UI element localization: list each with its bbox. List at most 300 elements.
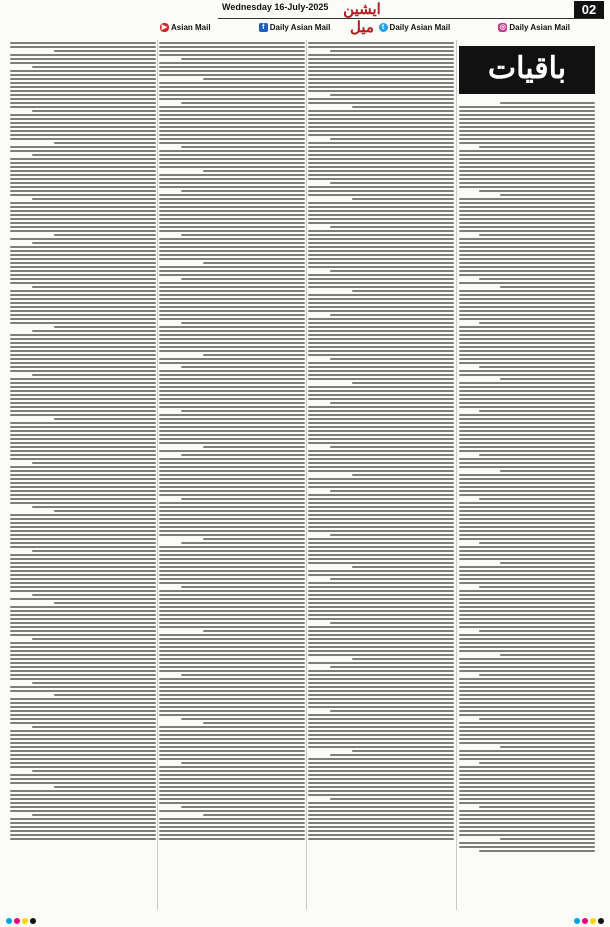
text-line [308, 214, 454, 216]
text-line [308, 506, 454, 508]
text-line [308, 682, 454, 684]
text-line [479, 674, 595, 676]
text-line [308, 790, 454, 792]
text-line [459, 538, 595, 540]
text-line [330, 754, 454, 756]
text-line [308, 54, 454, 56]
text-line [459, 170, 595, 172]
text-line [308, 362, 454, 364]
text-line [10, 778, 156, 780]
text-line [308, 266, 454, 268]
text-line [459, 134, 595, 136]
text-line [10, 578, 156, 580]
text-line [10, 426, 156, 428]
text-line [159, 214, 305, 216]
text-line [10, 674, 156, 676]
text-line [308, 242, 454, 244]
text-line [459, 306, 595, 308]
text-line [459, 546, 595, 548]
text-line [10, 406, 156, 408]
text-line [159, 822, 305, 824]
text-line [10, 838, 156, 840]
text-line [308, 810, 454, 812]
text-line [459, 574, 595, 576]
text-line [10, 562, 156, 564]
text-line [308, 234, 454, 236]
text-line [459, 250, 595, 252]
registration-dot [598, 918, 604, 924]
text-line [159, 46, 305, 48]
text-line [10, 306, 156, 308]
text-line [308, 538, 454, 540]
text-line [459, 210, 595, 212]
column-divider [157, 40, 158, 910]
text-line [10, 642, 156, 644]
text-line [54, 50, 156, 52]
text-line [10, 750, 156, 752]
text-line [10, 62, 156, 64]
text-line [459, 434, 595, 436]
text-line [459, 230, 595, 232]
social-links [160, 20, 570, 34]
text-line [10, 266, 156, 268]
text-line [159, 434, 305, 436]
social-link-instagram[interactable] [498, 20, 570, 34]
article-column-1 [459, 100, 595, 910]
text-line [459, 214, 595, 216]
text-line [10, 158, 156, 160]
text-line [159, 686, 305, 688]
text-line [159, 734, 305, 736]
text-line [308, 650, 454, 652]
text-line [459, 362, 595, 364]
text-line [10, 146, 156, 148]
text-line [159, 690, 305, 692]
text-line [10, 710, 156, 712]
text-line [308, 130, 454, 132]
text-line [308, 702, 454, 704]
text-line [459, 730, 595, 732]
text-line [459, 678, 595, 680]
text-line [308, 730, 454, 732]
text-line [159, 782, 305, 784]
text-line [159, 794, 305, 796]
text-line [159, 810, 305, 812]
text-line [159, 750, 305, 752]
text-line [308, 158, 454, 160]
text-line [459, 558, 595, 560]
text-line [459, 394, 595, 396]
text-line [10, 206, 156, 208]
article-column-2 [308, 40, 454, 910]
text-line [308, 498, 454, 500]
text-line [459, 262, 595, 264]
text-line [10, 338, 156, 340]
text-line [308, 210, 454, 212]
text-line [159, 838, 305, 840]
text-line [10, 354, 156, 356]
text-line [32, 638, 156, 640]
text-line [10, 782, 156, 784]
text-line [459, 566, 595, 568]
text-line [308, 334, 454, 336]
text-line [10, 446, 156, 448]
text-line [308, 646, 454, 648]
text-line [159, 358, 305, 360]
text-line [459, 778, 595, 780]
text-line [159, 42, 305, 44]
text-line [159, 350, 305, 352]
text-line [459, 222, 595, 224]
text-line [459, 578, 595, 580]
social-label: Daily Asian Mail [389, 22, 451, 32]
text-line [459, 402, 595, 404]
text-line [159, 758, 305, 760]
text-line [159, 778, 305, 780]
text-line [10, 678, 156, 680]
text-line [459, 122, 595, 124]
text-line [159, 622, 305, 624]
text-line [10, 774, 156, 776]
text-line [159, 250, 305, 252]
text-line [308, 166, 454, 168]
color-registration-bar [0, 915, 610, 927]
text-line [459, 830, 595, 832]
text-line [10, 118, 156, 120]
social-link-youtube[interactable] [160, 20, 211, 34]
text-line [10, 762, 156, 764]
text-line [308, 142, 454, 144]
text-line [330, 314, 454, 316]
text-line [308, 262, 454, 264]
text-line [479, 234, 595, 236]
text-line [308, 194, 454, 196]
text-line [308, 222, 454, 224]
section-title-banner: باقیات [459, 46, 595, 94]
text-line [10, 382, 156, 384]
text-line [308, 722, 454, 724]
text-line [308, 610, 454, 612]
text-line [459, 614, 595, 616]
text-line [459, 622, 595, 624]
text-line [159, 114, 305, 116]
text-line [10, 106, 156, 108]
text-line [308, 230, 454, 232]
text-line [459, 810, 595, 812]
text-line [459, 650, 595, 652]
text-line [10, 310, 156, 312]
text-line [10, 398, 156, 400]
text-line [308, 806, 454, 808]
text-line [308, 418, 454, 420]
text-line [308, 718, 454, 720]
text-line [159, 50, 305, 52]
text-line [10, 190, 156, 192]
text-line [500, 286, 595, 288]
text-line [459, 398, 595, 400]
text-line [459, 486, 595, 488]
text-line [308, 550, 454, 552]
text-line [159, 694, 305, 696]
text-line [159, 426, 305, 428]
text-line [159, 142, 305, 144]
text-line [10, 590, 156, 592]
text-line [459, 714, 595, 716]
text-line [459, 298, 595, 300]
text-line [308, 834, 454, 836]
text-line [159, 226, 305, 228]
social-label: Daily Asian Mail [509, 22, 570, 32]
text-line [159, 738, 305, 740]
text-line [159, 726, 305, 728]
text-line [10, 362, 156, 364]
text-line [10, 818, 156, 820]
text-line [308, 254, 454, 256]
text-line [308, 726, 454, 728]
text-line [10, 618, 156, 620]
text-line [459, 570, 595, 572]
text-line [308, 298, 454, 300]
text-line [459, 610, 595, 612]
text-line [159, 298, 305, 300]
text-line [159, 290, 305, 292]
text-line [308, 390, 454, 392]
text-line [32, 66, 156, 68]
text-line [159, 754, 305, 756]
text-line [459, 706, 595, 708]
text-line [308, 110, 454, 112]
text-line [32, 286, 156, 288]
text-line [10, 402, 156, 404]
text-line [459, 166, 595, 168]
text-line [10, 414, 156, 416]
text-line [159, 362, 305, 364]
text-line [308, 558, 454, 560]
text-line [308, 634, 454, 636]
text-line [352, 382, 454, 384]
text-line [10, 422, 156, 424]
text-line [308, 770, 454, 772]
text-line [308, 398, 454, 400]
text-line [32, 594, 156, 596]
text-line [459, 642, 595, 644]
text-line [308, 598, 454, 600]
facebook-icon: f [259, 23, 268, 32]
text-line [459, 758, 595, 760]
text-line [308, 514, 454, 516]
text-line [159, 798, 305, 800]
text-line [500, 194, 595, 196]
text-line [459, 266, 595, 268]
text-line [308, 174, 454, 176]
text-line [330, 446, 454, 448]
text-line [308, 590, 454, 592]
text-line [10, 566, 156, 568]
text-line [159, 222, 305, 224]
text-line [308, 406, 454, 408]
text-line [159, 106, 305, 108]
text-line [32, 506, 156, 508]
text-line [459, 442, 595, 444]
text-line [181, 366, 305, 368]
text-line [10, 690, 156, 692]
text-line [459, 598, 595, 600]
text-line [159, 774, 305, 776]
text-line [330, 578, 454, 580]
text-line [54, 234, 156, 236]
text-line [308, 278, 454, 280]
text-line [459, 682, 595, 684]
text-line [159, 662, 305, 664]
text-line [459, 246, 595, 248]
text-line [159, 470, 305, 472]
text-line [459, 550, 595, 552]
text-line [459, 314, 595, 316]
text-line [308, 746, 454, 748]
article-column-3 [159, 40, 305, 910]
text-line [308, 606, 454, 608]
text-line [10, 490, 156, 492]
text-line [159, 482, 305, 484]
text-line [159, 94, 305, 96]
text-line [459, 494, 595, 496]
text-line [10, 70, 156, 72]
text-line [308, 762, 454, 764]
text-line [479, 850, 595, 852]
text-line [159, 462, 305, 464]
text-line [479, 366, 595, 368]
text-line [308, 150, 454, 152]
text-line [10, 150, 156, 152]
text-line [352, 566, 454, 568]
text-line [10, 454, 156, 456]
text-line [308, 90, 454, 92]
text-line [159, 490, 305, 492]
text-line [203, 722, 305, 724]
text-line [159, 374, 305, 376]
text-line [308, 42, 454, 44]
text-line [10, 810, 156, 812]
text-line [330, 402, 454, 404]
registration-dot [6, 918, 12, 924]
text-line [308, 410, 454, 412]
text-line [459, 334, 595, 336]
text-line [459, 142, 595, 144]
text-line [159, 546, 305, 548]
text-line [159, 98, 305, 100]
text-line [459, 766, 595, 768]
text-line [159, 274, 305, 276]
text-line [181, 278, 305, 280]
text-line [352, 290, 454, 292]
text-line [479, 278, 595, 280]
text-line [10, 98, 156, 100]
text-line [308, 282, 454, 284]
text-line [10, 734, 156, 736]
registration-dot [30, 918, 36, 924]
text-line [10, 622, 156, 624]
text-line [459, 658, 595, 660]
text-line [308, 570, 454, 572]
text-line [159, 430, 305, 432]
text-line [459, 602, 595, 604]
text-line [159, 398, 305, 400]
text-line [32, 154, 156, 156]
text-line [459, 618, 595, 620]
text-line [159, 474, 305, 476]
text-line [459, 786, 595, 788]
text-line [10, 758, 156, 760]
registration-dot [14, 918, 20, 924]
text-line [10, 538, 156, 540]
text-line [10, 174, 156, 176]
text-line [459, 150, 595, 152]
text-line [159, 730, 305, 732]
text-line [308, 586, 454, 588]
text-line [159, 766, 305, 768]
text-line [159, 606, 305, 608]
text-line [459, 782, 595, 784]
text-line [308, 526, 454, 528]
text-line [308, 170, 454, 172]
text-line [459, 662, 595, 664]
text-line [159, 386, 305, 388]
social-label: Asian Mail [171, 22, 211, 32]
text-line [32, 726, 156, 728]
text-line [159, 598, 305, 600]
text-line [459, 502, 595, 504]
text-line [159, 230, 305, 232]
text-line [203, 538, 305, 540]
text-line [32, 550, 156, 552]
text-line [10, 390, 156, 392]
text-line [54, 142, 156, 144]
text-line [459, 582, 595, 584]
text-line [159, 326, 305, 328]
text-line [159, 522, 305, 524]
text-line [10, 742, 156, 744]
text-line [10, 466, 156, 468]
text-line [479, 586, 595, 588]
text-line [308, 690, 454, 692]
text-line [159, 394, 305, 396]
text-line [308, 518, 454, 520]
text-line [459, 242, 595, 244]
text-line [10, 58, 156, 60]
text-line [308, 454, 454, 456]
text-line [500, 102, 595, 104]
text-line [10, 482, 156, 484]
text-line [459, 774, 595, 776]
text-line [308, 422, 454, 424]
social-link-facebook[interactable] [259, 20, 331, 34]
text-line [479, 762, 595, 764]
text-line [32, 462, 156, 464]
text-line [308, 326, 454, 328]
text-line [308, 594, 454, 596]
social-link-twitter[interactable] [379, 20, 451, 34]
text-line [308, 694, 454, 696]
text-line [181, 234, 305, 236]
text-line [10, 94, 156, 96]
text-line [10, 654, 156, 656]
text-line [308, 434, 454, 436]
text-line [308, 122, 454, 124]
text-line [459, 450, 595, 452]
text-line [308, 502, 454, 504]
text-line [54, 694, 156, 696]
text-line [159, 150, 305, 152]
